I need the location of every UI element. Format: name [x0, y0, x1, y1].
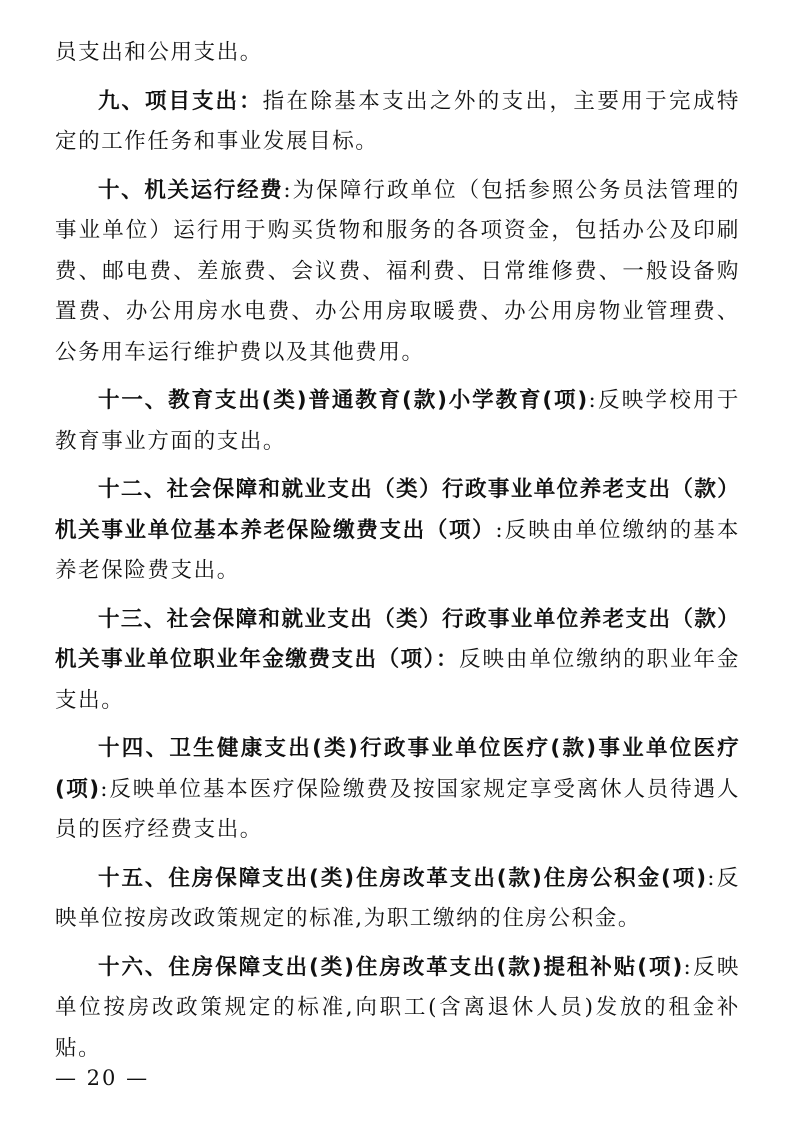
paragraph-heading: 十一、教育支出(类)普通教育(款)小学教育(项)	[98, 388, 589, 413]
paragraph-heading: 十二、社会保障和就业支出（类）行政事业单位养老支出（款）机关事业单位基本养老保险缴费支出（项）	[55, 477, 740, 543]
paragraph-text: :反映单位按房改政策规定的标准,向职工(含离退休人员)发放的租金补贴。	[55, 954, 741, 1061]
paragraph-heading: 九、项目支出：	[98, 88, 263, 114]
paragraph-item-13	[55, 600, 740, 722]
paragraph-text: 指在除基本支出之外的支出，主要用于完成特定的工作任务和事业发展目标。	[55, 88, 740, 154]
paragraph-continuation	[55, 33, 740, 74]
paragraph-heading: 十六、住房保障支出(类)住房改革支出(款)提租补贴(项)	[98, 954, 684, 980]
paragraph-item-16	[55, 948, 740, 1070]
page-number: — 20 —	[55, 1066, 150, 1090]
paragraph-heading: 十五、住房保障支出(类)住房改革支出(款)住房公积金(项)	[98, 865, 708, 891]
paragraph-item-14	[55, 729, 740, 851]
paragraph-text: :反映学校用于教育事业方面的支出。	[55, 388, 740, 454]
paragraph-heading: 十三、社会保障和就业支出（类）行政事业单位养老支出（款）机关事业单位职业年金缴费支出（项）：	[55, 606, 740, 672]
paragraph-item-10	[55, 171, 740, 374]
paragraph-item-11	[55, 381, 740, 462]
paragraph-text: :为保障行政单位（包括参照公务员法管理的事业单位）运行用于购买货物和服务的各项资金，包括办公及印刷费、邮电费、差旅费、会议费、福利费、日常维修费、一般设备购置费、办公用房水电费、办公用房取暖费、办公用房物业管理费、公务用车运行维护费以及其他费用。	[55, 177, 741, 365]
paragraph-heading: 十、机关运行经费	[98, 177, 284, 203]
paragraph-text: :反映单位基本医疗保险缴费及按国家规定享受离休人员待遇人员的医疗经费支出。	[55, 776, 741, 842]
paragraph-text: :反映单位按房改政策规定的标准,为职工缴纳的住房公积金。	[55, 865, 740, 931]
paragraph-item-9	[55, 82, 740, 163]
paragraph-heading: 十四、卫生健康支出(类)行政事业单位医疗(款)事业单位医疗(项)	[55, 736, 740, 802]
paragraph-item-15	[55, 859, 740, 940]
document-body	[55, 33, 740, 1069]
paragraph-text: 员支出和公用支出。	[55, 40, 263, 65]
paragraph-text: :反映由单位缴纳的基本养老保险费支出。	[55, 517, 740, 583]
paragraph-text: 反映由单位缴纳的职业年金支出。	[55, 647, 741, 713]
paragraph-item-12	[55, 470, 740, 592]
